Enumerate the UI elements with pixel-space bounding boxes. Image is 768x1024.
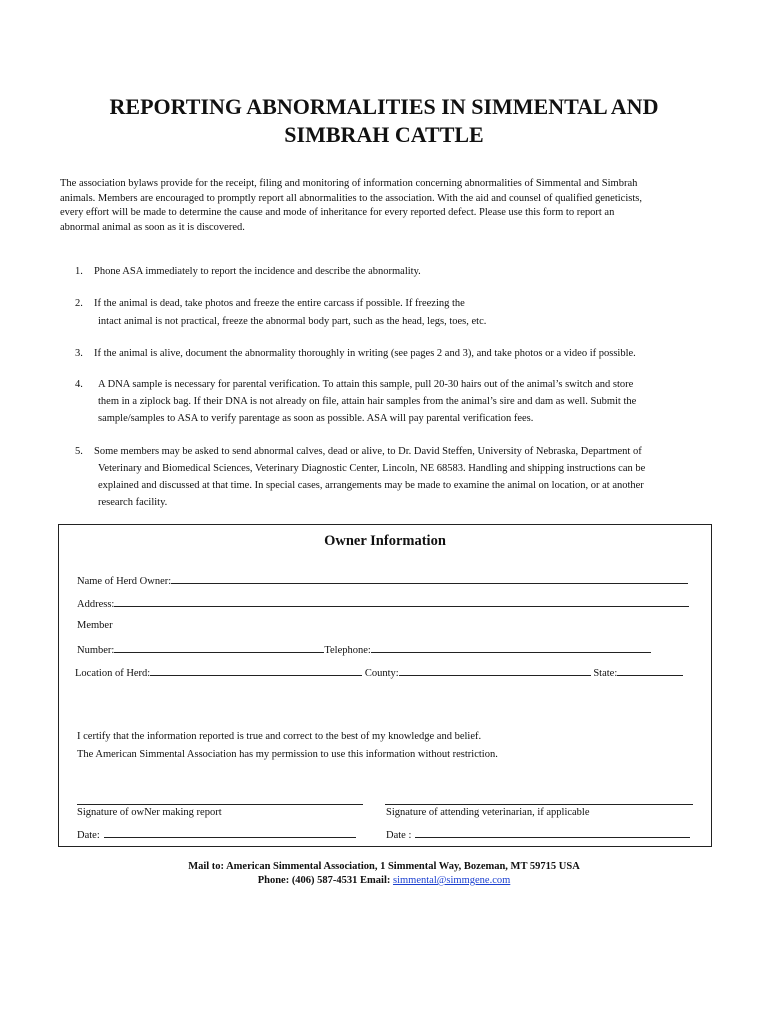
vet-date-row [386,828,690,841]
herd-owner-field[interactable] [171,574,688,584]
item-number: 3. [75,348,83,359]
phone-text: Phone: (406) 587-4531 Email: [257,875,394,886]
item-text: Some members may be asked to send abnormal calves, dead or alive, to Dr. David Steffen, University of Nebraska, Department of [94,446,642,457]
item-text: If the animal is dead, take photos and freeze the entire carcass if possible. If freezing the [94,298,465,309]
owner-information-box [58,524,712,847]
location-field[interactable] [150,666,362,676]
mail-to-line: Mail to: American Simmental Association, 1 Simmental Way, Bozeman, MT 59715 USA [188,861,580,872]
contact-line [0,874,768,888]
member-label: Member [77,620,113,631]
owner-signature-line[interactable] [77,804,363,805]
item-text-cont: Veterinary and Biomedical Sciences, Veterinary Diagnostic Center, Lincoln, NE 68583. Handling and shipping instructions can be [98,463,646,474]
county-label: County: [364,668,399,679]
item-text-cont: intact animal is not practical, freeze the abnormal body part, such as the head, legs, toes, etc. [98,316,487,327]
intro-line: The association bylaws provide for the receipt, filing and monitoring of information concerning abnormalities of Simmental and Simbrah [60,178,638,189]
vet-signature-line[interactable] [385,804,693,805]
item-text: A DNA sample is necessary for parental verification. To attain this sample, pull 20-30 hairs out of the animal’s switch and store [98,379,634,390]
title-line-1: REPORTING ABNORMALITIES IN SIMMENTAL AND [109,94,659,119]
vet-date-field[interactable] [415,828,690,838]
item-number: 1. [75,266,83,277]
vet-signature-label: Signature of attending veterinarian, if applicable [386,807,590,818]
state-field[interactable] [617,666,683,676]
telephone-field[interactable] [371,643,651,653]
item-text: Phone ASA immediately to report the incidence and describe the abnormality. [94,266,421,277]
location-label: Location of Herd: [75,668,151,679]
address-label: Address: [77,599,115,610]
address-field[interactable] [114,597,689,607]
item-text-cont: explained and discussed at that time. In special cases, arrangements may be made to examine the animal on location, or at another [98,480,644,491]
member-number-field[interactable] [114,643,324,653]
intro-line: every effort will be made to determine the cause and mode of inheritance for every reported defect. Please use this form to report an [60,207,615,218]
email-link[interactable]: simmental@simmgene.com [393,875,511,886]
intro-line: abnormal animal as soon as it is discovered. [60,221,245,233]
member-number-label: Number: [77,645,115,656]
owner-date-row [77,828,356,841]
herd-owner-row [77,574,688,587]
item-text-cont: them in a ziplock bag. If their DNA is not already on file, attain hair samples from the animal’s sire and dam as well. Submit the [98,396,637,407]
item-text-cont: research facility. [98,497,168,508]
state-label: State: [593,668,618,679]
county-field[interactable] [399,666,591,676]
herd-owner-label: Name of Herd Owner: [77,576,172,587]
intro-line: animals. Members are encouraged to promptly report all abnormalities to the association. With the aid and counsel of qualified geneticists, [60,192,642,204]
item-number: 4. [75,379,83,390]
telephone-label: Telephone: [324,645,371,656]
certify-line-2: The American Simmental Association has my permission to use this information without restriction. [77,749,498,760]
member-number-row [77,643,651,656]
item-text-cont: sample/samples to ASA to verify parentage as soon as possible. ASA will pay parental verification fees. [98,413,534,424]
intro-paragraph [60,177,710,235]
address-row [77,597,689,610]
vet-date-label: Date : [386,830,412,841]
document-title [0,93,768,149]
item-number: 5. [75,446,83,457]
owner-signature-label: Signature of owNer making report [77,807,222,818]
item-number: 2. [75,298,83,309]
title-line-2: SIMBRAH CATTLE [284,122,484,147]
certify-line-1: I certify that the information reported is true and correct to the best of my knowledge and belief. [77,731,482,742]
item-text: If the animal is alive, document the abnormality thoroughly in writing (see pages 2 and 3), and take photos or a video if possible. [94,348,636,359]
footer [0,860,768,888]
owner-information-heading: Owner Information [324,533,446,549]
owner-date-field[interactable] [104,828,356,838]
owner-date-label: Date: [77,830,100,841]
location-row [75,666,683,679]
